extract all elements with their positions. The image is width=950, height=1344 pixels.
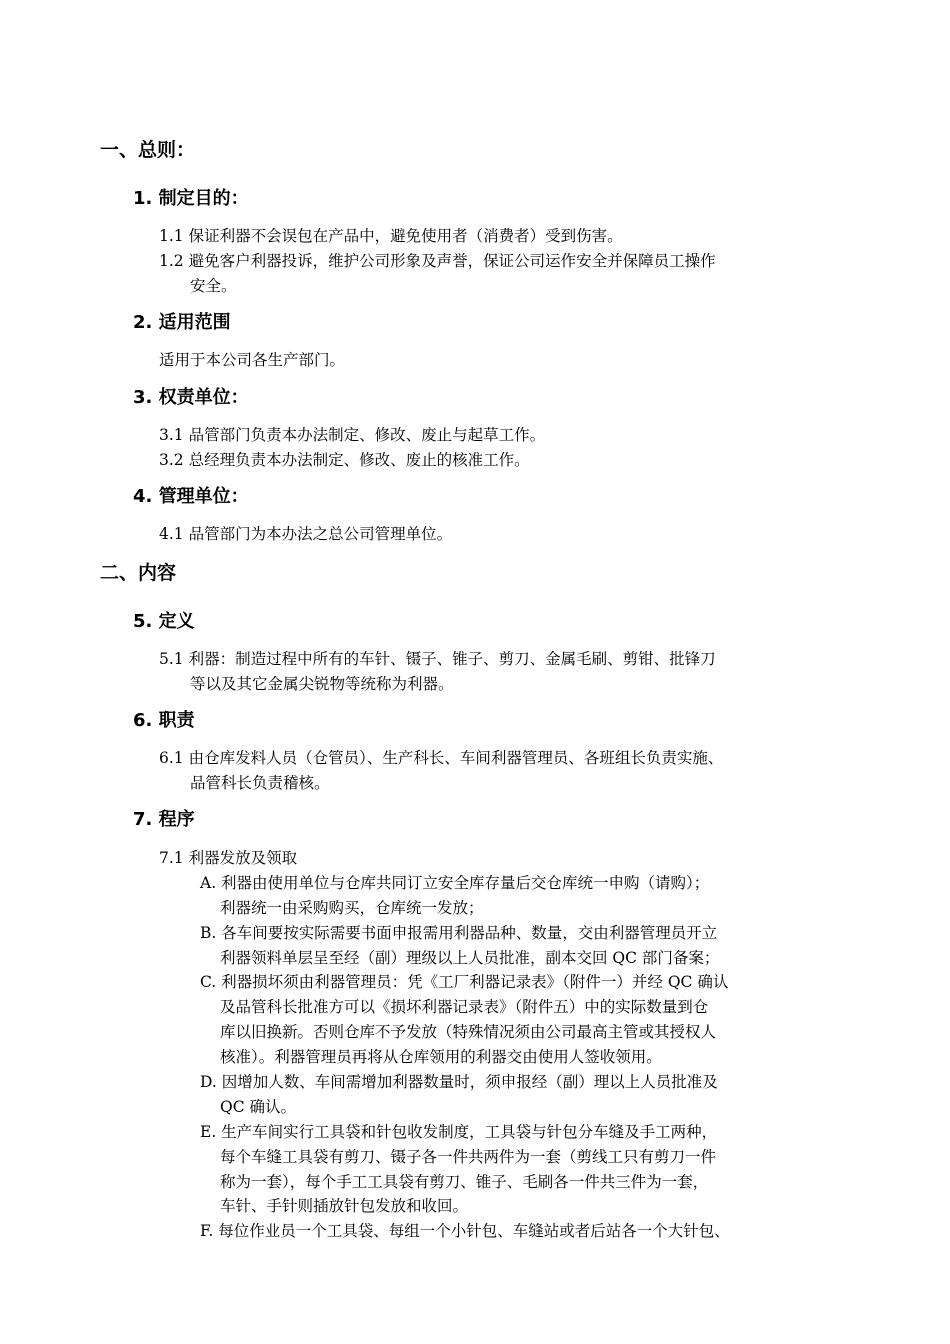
paragraph-2: 适用于本公司各生产部门。 <box>159 351 346 369</box>
list-item-c-cont-2: 库以旧换新。否则仓库不予发放（特殊情况须由公司最高主管或其授权人 <box>220 1023 717 1041</box>
list-item-f: F. 每位作业员一个工具袋、每组一个小针包、车缝站或者后站各一个大针包、 <box>200 1222 730 1240</box>
list-item-b: B. 各车间要按实际需要书面申报需用利器品种、数量，交由利器管理员开立 <box>200 924 718 942</box>
paragraph-1-1: 1.1 保证利器不会误包在产品中，避免使用者（消费者）受到伤害。 <box>159 227 623 245</box>
paragraph-1-2: 1.2 避免客户利器投诉，维护公司形象及声誉，保证公司运作安全并保障员工操作 <box>159 252 716 270</box>
list-item-a: A. 利器由使用单位与仓库共同订立安全库存量后交仓库统一申购（请购）； <box>200 874 710 892</box>
list-item-e-cont-3: 车针、手针则插放针包发放和收回。 <box>220 1197 469 1215</box>
list-item-b-cont: 利器领料单层呈至经（副）理级以上人员批准，副本交回 QC 部门备案； <box>220 949 720 967</box>
list-item-a-cont: 利器统一由采购购买，仓库统一发放； <box>220 899 484 917</box>
heading-responsibility-units: 3. 权责单位： <box>133 387 249 408</box>
paragraph-4-1: 4.1 品管部门为本办法之总公司管理单位。 <box>159 525 453 543</box>
paragraph-3-2: 3.2 总经理负责本办法制定、修改、废止的核准工作。 <box>159 451 530 469</box>
paragraph-6-1-cont: 品管科长负责稽核。 <box>190 774 330 792</box>
paragraph-7-1: 7.1 利器发放及领取 <box>159 849 298 867</box>
list-item-d-cont: QC 确认。 <box>220 1098 296 1116</box>
paragraph-5-1: 5.1 利器：制造过程中所有的车针、镊子、锥子、剪刀、金属毛刷、剪钳、批锋刀 <box>159 650 716 668</box>
paragraph-6-1: 6.1 由仓库发料人员（仓管员）、生产科长、车间利器管理员、各班组长负责实施、 <box>159 749 724 767</box>
heading-duties: 6. 职责 <box>133 710 195 731</box>
list-item-e-cont-2: 称为一套），每个手工工具袋有剪刀、锥子、毛刷各一件共三件为一套， <box>220 1173 709 1191</box>
list-item-c-cont-1: 及品管科长批准方可以《损坏利器记录表》（附件五）中的实际数量到仓 <box>220 998 709 1016</box>
list-item-d: D. 因增加人数、车间需增加利器数量时，须申报经（副）理以上人员批准及 <box>200 1073 718 1091</box>
list-item-e-cont-1: 每个车缝工具袋有剪刀、镊子各一件共两件为一套（剪线工只有剪刀一件 <box>220 1148 717 1166</box>
heading-management-unit: 4. 管理单位： <box>133 486 249 507</box>
paragraph-1-2-cont: 安全。 <box>190 277 237 295</box>
paragraph-3-1: 3.1 品管部门负责本办法制定、修改、废止与起草工作。 <box>159 426 546 444</box>
section-heading-content: 二、内容 <box>100 562 177 584</box>
list-item-c: C. 利器损坏须由利器管理员：凭《工厂利器记录表》（附件一）并经 QC 确认 <box>200 973 729 991</box>
heading-procedure: 7. 程序 <box>133 809 195 830</box>
list-item-c-cont-3: 核准）。利器管理员再将从仓库领用的利器交由使用人签收领用。 <box>220 1048 662 1066</box>
section-heading-general: 一、总则： <box>100 139 196 161</box>
heading-purpose: 1. 制定目的： <box>133 188 249 209</box>
heading-scope: 2. 适用范围 <box>133 312 231 333</box>
paragraph-5-1-cont: 等以及其它金属尖锐物等统称为利器。 <box>190 675 454 693</box>
heading-definition: 5. 定义 <box>133 611 195 632</box>
list-item-e: E. 生产车间实行工具袋和针包收发制度，工具袋与针包分车缝及手工两种， <box>200 1123 718 1141</box>
